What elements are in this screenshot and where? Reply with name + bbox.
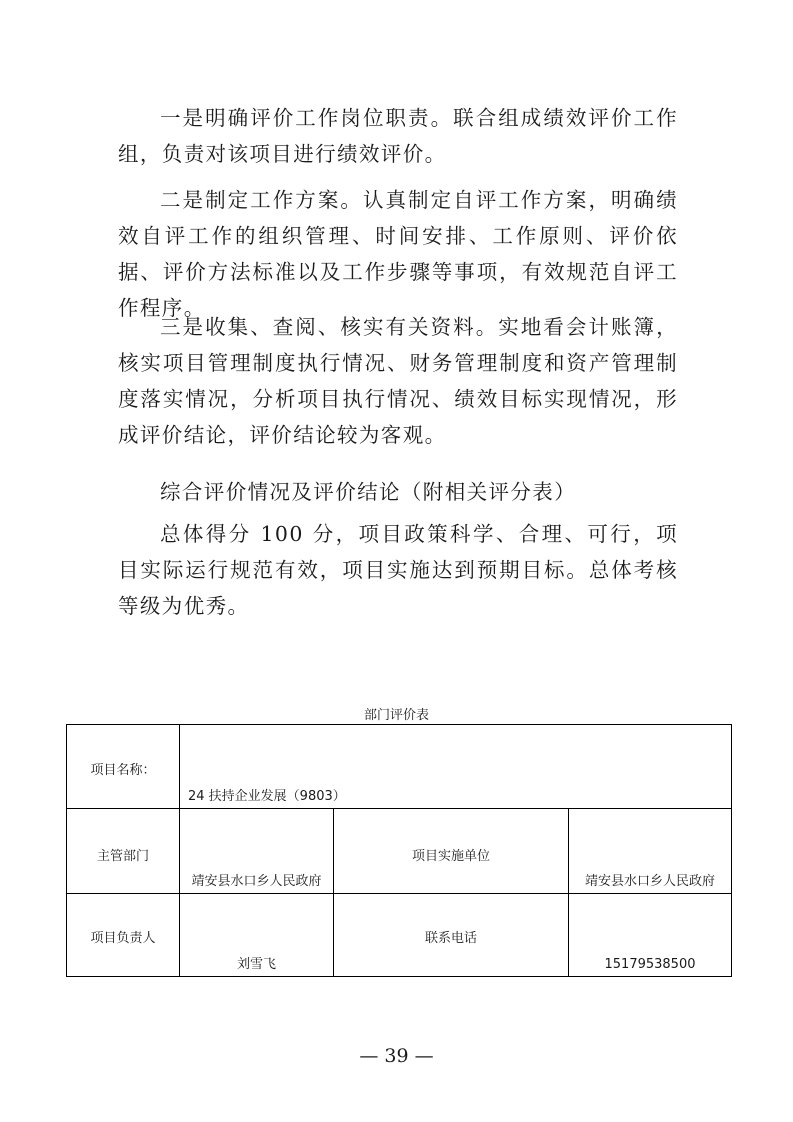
- table-row: [67, 725, 732, 809]
- phone-label: 联系电话: [424, 931, 477, 946]
- dept-value: 靖安县水口乡人民政府: [191, 874, 322, 889]
- leader-label: 项目负责人: [90, 931, 156, 946]
- phone-label-cell: [334, 894, 569, 977]
- leader-label-cell: [67, 894, 180, 977]
- dept-label-cell: [67, 809, 180, 894]
- impl-unit-label: 项目实施单位: [411, 849, 490, 864]
- leader-value: 刘雪飞: [236, 957, 276, 972]
- page-number: — 39 —: [359, 1045, 434, 1067]
- paragraph-materials: 三是收集、查阅、核实有关资料。实地看会计账簿，核实项目管理制度执行情况、财务管理制度和资产管理制度落实情况，分析项目执行情况、绩效目标实现情况，形成评价结论，评价结论较为客观。: [118, 315, 678, 447]
- dept-value-cell: [180, 809, 334, 894]
- project-name-label: 项目名称：: [90, 763, 156, 778]
- paragraph-duties: 一是明确评价工作岗位职责。联合组成绩效评价工作组，负责对该项目进行绩效评价。: [118, 106, 678, 166]
- project-name-value: 24 扶持企业发展（9803）: [188, 789, 346, 804]
- department-evaluation-table: [66, 724, 732, 977]
- phone-value-cell: [569, 894, 732, 977]
- phone-value: 15179538500: [604, 957, 696, 972]
- paragraph-overall-score: 总体得分 100 分，项目政策科学、合理、可行，项目实际运行规范有效，项目实施达到预期目标。总体考核等级为优秀。: [118, 522, 678, 618]
- table-row: [67, 809, 732, 894]
- impl-unit-value-cell: [569, 809, 732, 894]
- dept-label: 主管部门: [96, 849, 149, 864]
- project-name-value-cell: [180, 725, 732, 809]
- table-title: 部门评价表: [363, 708, 429, 723]
- impl-unit-label-cell: [334, 809, 569, 894]
- leader-value-cell: [180, 894, 334, 977]
- table-row: [67, 894, 732, 977]
- project-name-label-cell: [67, 725, 180, 809]
- impl-unit-value: 靖安县水口乡人民政府: [585, 874, 716, 889]
- paragraph-summary-heading: 综合评价情况及评价结论（附相关评分表）: [160, 480, 577, 504]
- paragraph-plan: 二是制定工作方案。认真制定自评工作方案，明确绩效自评工作的组织管理、时间安排、工作原则、评价依据、评价方法标准以及工作步骤等事项，有效规范自评工作程序。: [118, 188, 678, 320]
